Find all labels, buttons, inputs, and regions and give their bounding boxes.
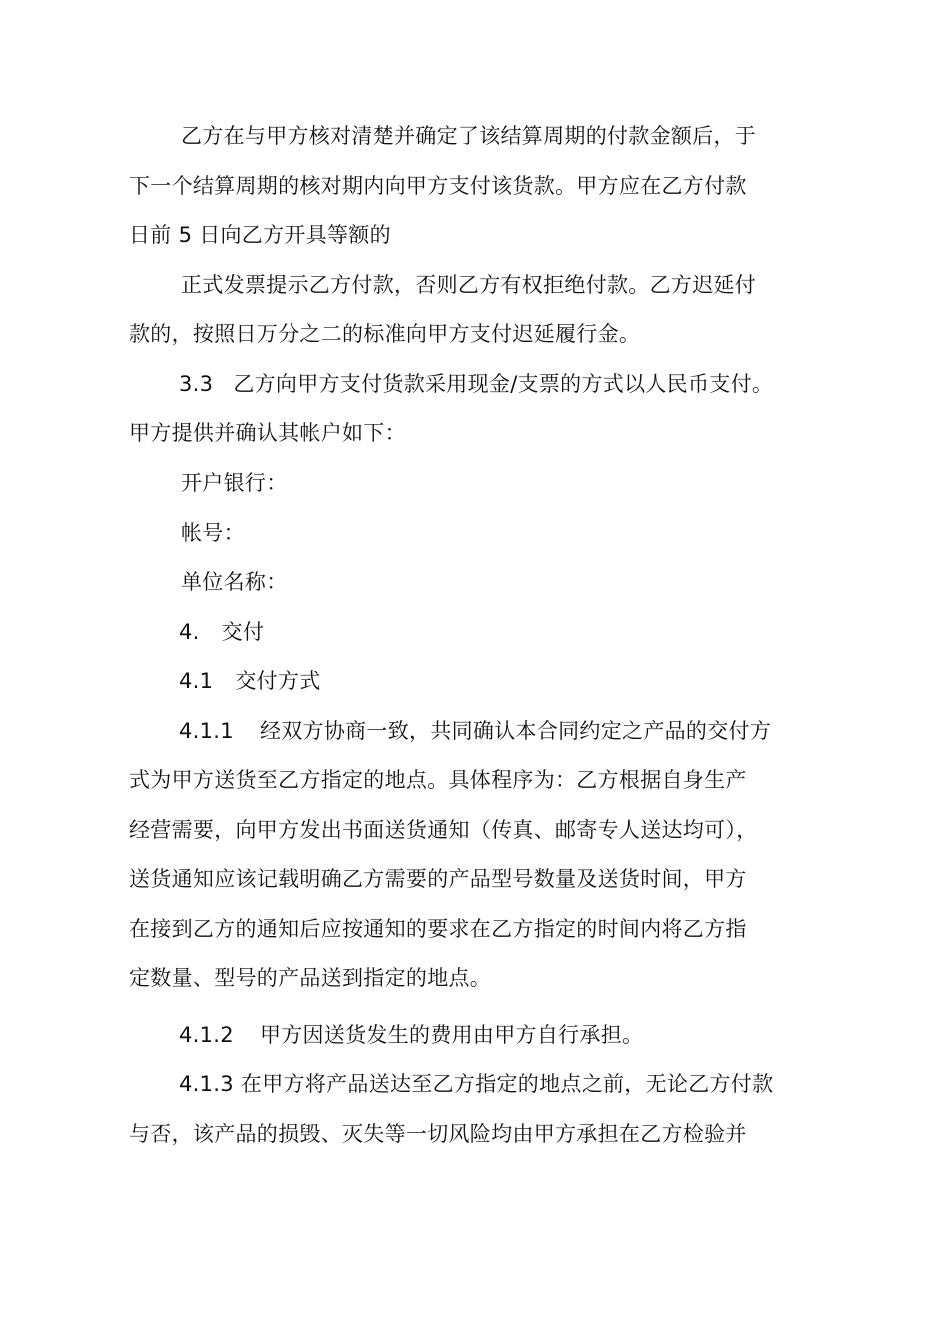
paragraph-line <box>0 268 950 302</box>
account-unit-name-label <box>0 565 950 599</box>
line-text: 送货通知应该记载明确乙方需要的产品型号数量及送货时间，甲方 <box>129 867 747 891</box>
section-heading-4-1 <box>0 664 950 698</box>
paragraph-line <box>0 1117 950 1151</box>
line-text: 4.1.3 在甲方将产品送达至乙方指定的地点之前，无论乙方付款 <box>179 1072 774 1096</box>
section-number: 4.1.1 <box>179 719 234 743</box>
line-text: 帐号： <box>181 521 245 545</box>
line-text: 下一个结算周期的核对期内向甲方支付该货款。甲方应在乙方付款 <box>129 174 747 198</box>
line-text: 交付 <box>221 620 265 644</box>
section-line-4-1-2 <box>0 1018 950 1052</box>
line-text: 乙方向甲方支付货款采用现金/支票的方式以人民币支付。 <box>233 372 774 396</box>
line-text: 经营需要，向甲方发出书面送货通知（传真、邮寄专人送达均可）， <box>129 818 758 842</box>
section-line-3-3 <box>0 367 950 401</box>
line-text: 式为甲方送货至乙方指定的地点。具体程序为：乙方根据自身生产 <box>129 768 747 792</box>
line-text: 与否，该产品的损毁、灭失等一切风险均由甲方承担在乙方检验并 <box>129 1122 747 1146</box>
line-text: 定数量、型号的产品送到指定的地点。 <box>129 966 492 990</box>
line-text: 经双方协商一致，共同确认本合同约定之产品的交付方 <box>259 719 772 743</box>
account-bank-label <box>0 466 950 500</box>
line-text: 乙方在与甲方核对清楚并确定了该结算周期的付款金额后，于 <box>181 124 757 148</box>
section-line-4-1-1 <box>0 714 950 748</box>
section-number: 4. <box>179 620 200 644</box>
paragraph-line <box>0 317 950 351</box>
paragraph-line <box>0 862 950 896</box>
paragraph-line <box>0 961 950 995</box>
line-text: 款的，按照日万分之二的标准向甲方支付迟延履行金。 <box>129 322 641 346</box>
line-text: 交付方式 <box>235 669 321 693</box>
section-heading-4 <box>0 615 950 649</box>
line-text: 单位名称： <box>181 570 288 594</box>
section-number: 3.3 <box>179 372 214 396</box>
paragraph-line <box>0 218 950 252</box>
line-text: 正式发票提示乙方付款，否则乙方有权拒绝付款。乙方迟延付 <box>181 273 757 297</box>
line-text: 开户银行： <box>181 471 288 495</box>
section-number: 4.1 <box>179 669 214 693</box>
line-text: 日前 5 日向乙方开具等额的 <box>129 223 391 247</box>
paragraph-line <box>0 416 950 450</box>
paragraph-line <box>0 912 950 946</box>
line-text: 在接到乙方的通知后应按通知的要求在乙方指定的时间内将乙方指 <box>129 917 747 941</box>
paragraph-line <box>0 763 950 797</box>
section-line-4-1-3 <box>0 1067 950 1101</box>
paragraph-line <box>0 813 950 847</box>
account-number-label <box>0 516 950 550</box>
paragraph-line <box>0 119 950 153</box>
section-number: 4.1.2 <box>179 1023 234 1047</box>
paragraph-line <box>0 169 950 203</box>
line-text: 甲方提供并确认其帐户如下： <box>129 421 406 445</box>
line-text: 甲方因送货发生的费用由甲方自行承担。 <box>259 1023 644 1047</box>
